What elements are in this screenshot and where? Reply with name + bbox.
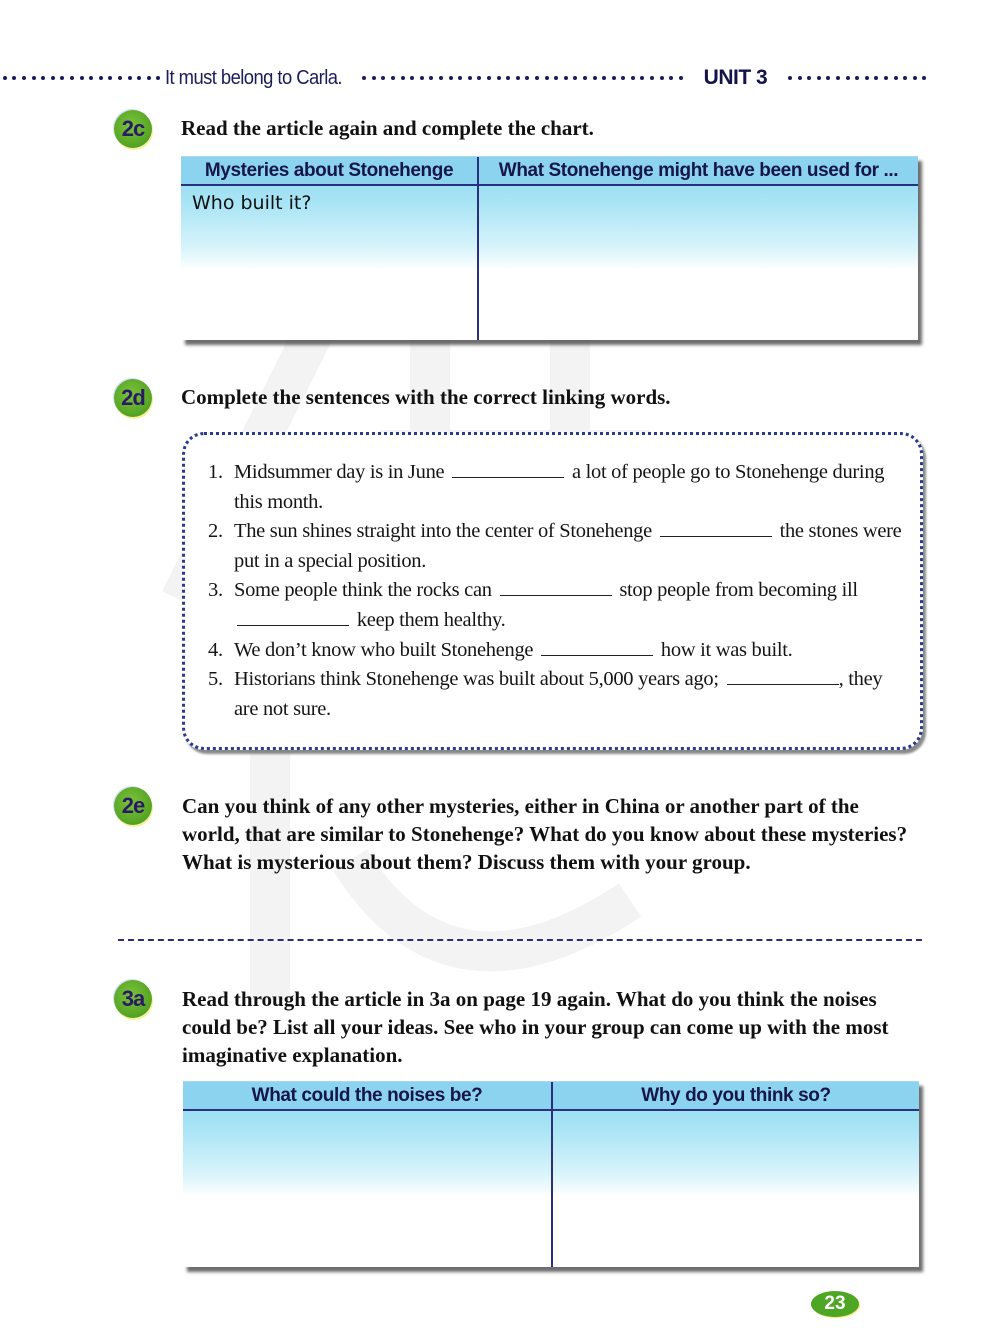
page-header	[0, 63, 1000, 93]
sentence-item	[208, 636, 908, 666]
header-dots-right	[785, 76, 929, 80]
sentence-number: 2.	[208, 520, 223, 543]
chart-2c-mysteries-answer-area[interactable]	[185, 217, 473, 337]
chart-2c-answer-area[interactable]	[481, 187, 911, 337]
chart-2c-column-divider	[477, 157, 479, 340]
unit-label: UNIT 3	[703, 66, 768, 89]
chart-2c-cell-who-built: Who built it?	[192, 192, 312, 214]
exercise-badge-3a: 3a	[114, 980, 152, 1018]
sentence-text: Some people think the rocks can	[234, 579, 492, 602]
sentence-text: , they are not sure.	[234, 668, 883, 720]
chart-3a-reasons-answer-area[interactable]	[555, 1112, 915, 1264]
sentence-item	[208, 665, 908, 724]
sentence-number: 3.	[208, 579, 223, 602]
header-dots-middle	[359, 76, 685, 80]
sentence-text: We don’t know who built Stonehenge	[234, 638, 534, 661]
chart-3a-header-reasons: Why do you think so?	[641, 1085, 831, 1106]
sentence-number: 1.	[208, 461, 223, 483]
exercise-badge-2e: 2e	[114, 787, 152, 825]
answer-blank[interactable]	[660, 519, 772, 537]
chart-3a-noises-answer-area[interactable]	[187, 1112, 547, 1264]
instruction-2e: Can you think of any other mysteries, either in China or another part of the world, that are similar to Stonehenge? What do you know about these mysteries? What is mysterious about them? Discuss them with your group.	[182, 794, 908, 874]
chart-3a-column-divider	[551, 1082, 553, 1267]
sentence-item	[208, 576, 908, 635]
exercise-badge-2c: 2c	[114, 110, 152, 148]
chart-3a	[183, 1081, 919, 1267]
sentence-text: stop people from becoming ill	[619, 579, 858, 602]
page-number: 23	[811, 1291, 859, 1317]
chart-2c-header-mysteries: Mysteries about Stonehenge	[204, 160, 454, 181]
sentence-number: 4.	[208, 638, 223, 661]
exercise-badge-2d: 2d	[114, 379, 152, 417]
instruction-2c: Read the article again and complete the chart.	[181, 116, 594, 140]
sentence-text: Midsummer day is in June	[234, 461, 445, 483]
sentence-number: 5.	[208, 668, 223, 691]
answer-blank[interactable]	[452, 460, 564, 478]
sentence-list	[208, 458, 908, 724]
instruction-3a: Read through the article in 3a on page 19 again. What do you think the noises could be? List all your ideas. See who in your group can come up with the most imaginative explanation.	[182, 987, 889, 1067]
sentence-text: how it was built.	[660, 638, 793, 661]
answer-blank[interactable]	[500, 578, 612, 596]
answer-blank[interactable]	[727, 667, 839, 685]
answer-blank[interactable]	[237, 608, 349, 626]
sentence-text: a lot of people go to Stonehenge during this month.	[234, 461, 885, 513]
sentence-item	[208, 458, 908, 517]
instruction-2d: Complete the sentences with the correct linking words.	[181, 385, 671, 409]
sentence-item	[208, 517, 908, 576]
chart-3a-header-noises: What could the noises be?	[251, 1085, 483, 1106]
chart-2c-header-uses: What Stonehenge might have been used for ...	[498, 160, 899, 181]
sentence-text: keep them healthy.	[356, 608, 506, 631]
answer-blank[interactable]	[541, 638, 653, 656]
sentence-text: the stones were put in a special position.	[234, 520, 902, 572]
sentence-text: The sun shines straight into the center of Stonehenge	[234, 520, 652, 543]
lesson-title: It must belong to Carla.	[165, 66, 343, 89]
sentence-text: Historians think Stonehenge was built about 5,000 years ago;	[234, 668, 719, 691]
section-divider	[118, 939, 922, 941]
chart-2c	[181, 156, 918, 340]
header-dots-left	[0, 76, 163, 80]
